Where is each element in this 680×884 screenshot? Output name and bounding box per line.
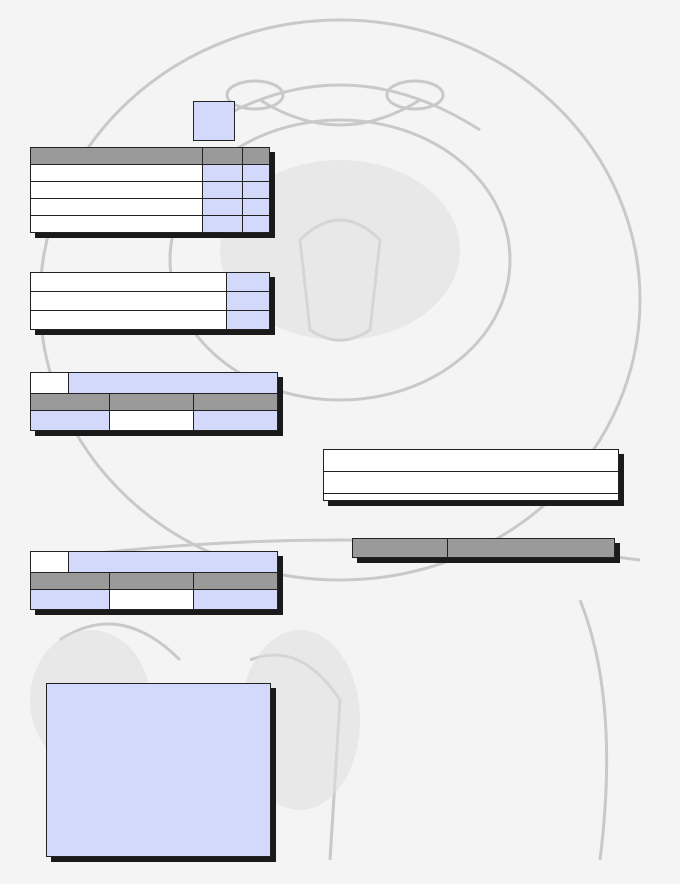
gunnery-xp-field[interactable] [243,199,270,216]
heavy-accuracy-field[interactable] [31,590,110,610]
primary-accuracy-label [31,394,110,411]
skill-piloting [31,165,203,182]
primary-type-field[interactable] [69,373,278,394]
piloting-xp-field[interactable] [243,165,270,182]
stat-performance [31,273,227,292]
skills-table [30,147,270,233]
skill-ordinance [31,216,203,233]
piloting-level-field[interactable] [203,165,243,182]
xp-header [243,148,270,165]
stat-armour [31,292,227,311]
primary-armament-table [30,372,278,431]
traits-effects-header [448,539,614,557]
strafing-xp-field[interactable] [243,182,270,199]
performance-field[interactable] [227,273,270,292]
ordinance-xp-field[interactable] [243,216,270,233]
situational-awareness-field[interactable] [193,101,235,141]
gunnery-level-field[interactable] [203,199,243,216]
heavy-type-label [31,552,69,573]
nose-art-canvas[interactable] [46,683,271,857]
primary-lead-label [110,411,194,431]
heavy-ap-label [194,573,278,590]
skill-header [31,148,203,165]
heavy-accuracy-label [31,573,110,590]
heavy-weapons-table [30,551,278,610]
skill-strafing [31,182,203,199]
ordinance-level-field[interactable] [203,216,243,233]
warbird-traits-table [352,538,615,558]
structure-track [323,449,619,501]
primary-damage-label [110,394,194,411]
primary-ap-label [194,394,278,411]
traits-name-header [353,539,448,557]
fighter-stats-table [30,272,270,330]
primary-accuracy-field[interactable] [31,411,110,431]
heavy-lead-label [110,590,194,610]
heavy-type-field[interactable] [69,552,278,573]
skill-gunnery [31,199,203,216]
primary-ap-field[interactable] [194,411,278,431]
primary-type-label [31,373,69,394]
strafing-level-field[interactable] [203,182,243,199]
level-header [203,148,243,165]
armour-field[interactable] [227,292,270,311]
structure-field[interactable] [227,311,270,330]
heavy-damage-label [110,573,194,590]
heavy-ap-field[interactable] [194,590,278,610]
stat-structure [31,311,227,330]
